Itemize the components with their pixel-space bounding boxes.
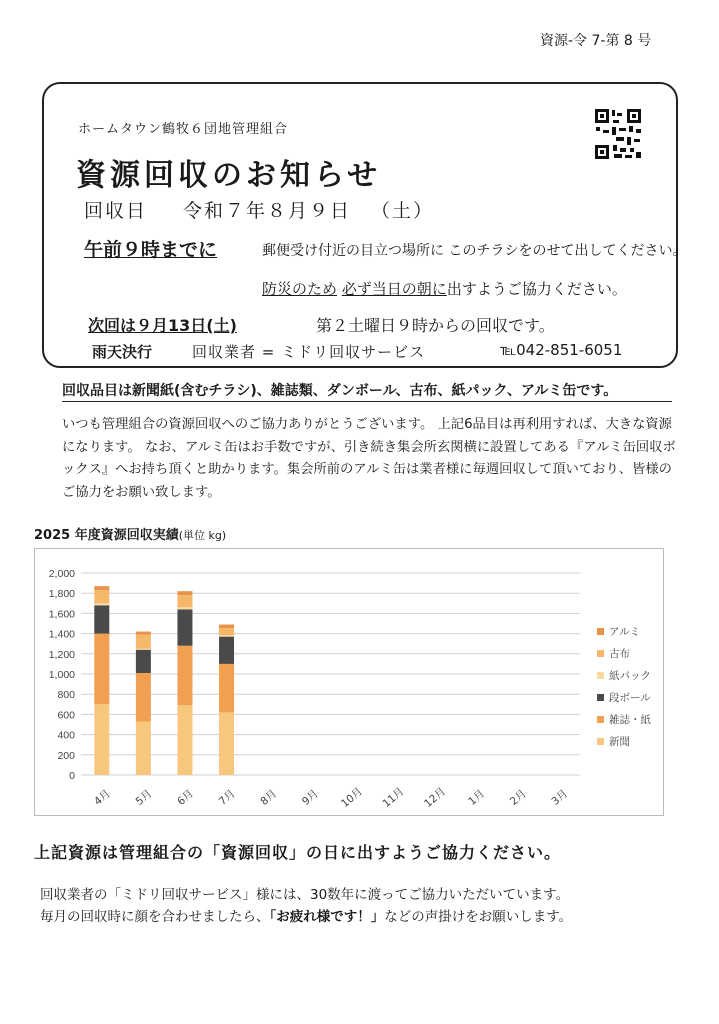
legend-label: 段ボール: [609, 692, 651, 704]
bar-segment: [94, 586, 109, 590]
disaster-suffix: 出すようご協力ください。: [446, 280, 627, 298]
bar-segment: [136, 635, 151, 649]
x-tick-label: 10月: [338, 785, 365, 811]
date-label: 回収日: [84, 200, 148, 222]
next-collection-date: 次回は９月13日(土): [88, 316, 237, 335]
disaster-prefix: 防災のため: [262, 280, 338, 298]
collection-chart: [35, 549, 663, 815]
y-tick-label: 400: [57, 729, 75, 742]
legend-label: アルミ: [609, 626, 641, 638]
bar-segment: [94, 603, 109, 605]
bar-segment: [219, 712, 234, 775]
thanks-line-2: [40, 906, 572, 928]
bar-segment: [136, 721, 151, 775]
collection-date: [84, 196, 470, 223]
next-collection-rule: 第２土曜日９時からの回収です。: [316, 316, 555, 335]
body-paragraph: いつも管理組合の資源回収へのご協力ありがとうございます。 上記6品目は再利用すれば、大きな資源になります。 なお、アルミ缶はお手数ですが、引き続き集会所玄関横に設置してある『アルミ缶回収ボックス』へお持ち頂くと助かります。集会所前のアルミ缶は業者様に毎週回収して頂いており、皆様のご協力をお願い致します。: [62, 417, 676, 500]
thanks-bold: 「お疲れ様です！」: [269, 909, 385, 925]
date-value: 令和７年８月９日: [183, 200, 352, 222]
qr-code-icon: [594, 108, 642, 160]
x-tick-label: 6月: [175, 787, 197, 808]
bar-segment: [136, 649, 151, 650]
bar-segment: [219, 637, 234, 664]
disaster-note: [262, 278, 627, 299]
bar-segment: [177, 607, 192, 609]
y-tick-label: 1,600: [48, 608, 75, 621]
y-tick-label: 600: [57, 709, 75, 722]
legend-label: 紙パック: [609, 670, 651, 682]
bar-segment: [136, 650, 151, 673]
bar-segment: [94, 634, 109, 705]
rain-note: 雨天決行: [92, 343, 153, 361]
vendor-name: 回収業者 = ミドリ回収サービス: [192, 343, 426, 361]
bar-segment: [219, 664, 234, 712]
vendor-phone: ℡042-851-6051: [500, 341, 623, 359]
chart-heading-text: 2025 年度資源回収実績: [34, 528, 179, 543]
bar-segment: [177, 646, 192, 706]
y-tick-label: 800: [57, 689, 75, 702]
y-tick-label: 1,200: [48, 648, 75, 661]
x-tick-label: 7月: [216, 787, 238, 808]
legend-swatch: [597, 650, 604, 657]
x-tick-label: 2月: [507, 787, 529, 808]
x-tick-label: 3月: [549, 787, 571, 808]
legend-swatch: [597, 694, 604, 701]
y-tick-label: 1,400: [48, 628, 75, 641]
bar-segment: [94, 590, 109, 603]
legend-swatch: [597, 738, 604, 745]
chart-frame: [34, 548, 664, 816]
bar-segment: [136, 673, 151, 721]
bar-segment: [94, 605, 109, 633]
collection-items: 回収品目は新聞紙(含むチラシ)、雑誌類、ダンボール、古布、紙パック、アルミ缶です。: [62, 380, 672, 402]
y-tick-label: 200: [57, 749, 75, 762]
bar-segment: [94, 704, 109, 775]
x-tick-label: 9月: [299, 787, 321, 808]
legend-label: 古布: [609, 648, 630, 660]
thanks-paragraph: [40, 884, 572, 928]
thanks-suffix: などの声掛けをお願いします。: [384, 909, 573, 925]
x-tick-label: 12月: [422, 785, 449, 811]
chart-heading: [34, 524, 226, 543]
bar-segment: [219, 625, 234, 629]
bar-segment: [177, 591, 192, 595]
x-tick-label: 1月: [466, 787, 488, 808]
deadline: 午前９時までに: [84, 239, 218, 261]
legend-label: 新聞: [609, 736, 630, 748]
x-tick-label: 5月: [133, 787, 155, 808]
chart-unit: (単位 kg): [178, 529, 227, 542]
bar-segment: [177, 609, 192, 645]
bar-segment: [219, 628, 234, 635]
date-day: （土）: [371, 200, 435, 222]
legend-label: 雑誌・紙: [609, 714, 651, 726]
y-tick-label: 1,800: [48, 588, 75, 601]
disaster-underlined: 必ず当日の朝に: [341, 280, 447, 298]
organization-name: ホームタウン鶴牧６団地管理組合: [78, 122, 289, 137]
x-tick-label: 8月: [258, 787, 280, 808]
legend-swatch: [597, 716, 604, 723]
legend-swatch: [597, 628, 604, 635]
thanks-line-1: 回収業者の「ミドリ回収サービス」様には、30数年に渡ってご協力いただいています。: [40, 887, 570, 903]
notice-title: 資源回収のお知らせ: [76, 158, 382, 193]
y-tick-label: 1,000: [48, 669, 75, 681]
x-tick-label: 4月: [91, 787, 113, 808]
bar-segment: [177, 705, 192, 775]
document-number: 資源-令 7-第 8 号: [540, 33, 652, 49]
placement-instruction: 郵便受け付近の目立つ場所に このチラシをのせて出してください。: [262, 243, 687, 259]
legend-swatch: [597, 672, 604, 679]
thanks-prefix: 毎月の回収時に顔を合わせましたら、: [40, 909, 270, 925]
y-tick-label: 2,000: [48, 568, 75, 580]
bar-segment: [136, 632, 151, 635]
x-tick-label: 11月: [380, 785, 407, 811]
y-tick-label: 0: [69, 770, 75, 782]
cooperation-line: 上記資源は管理組合の「資源回収」の日に出すようご協力ください。: [34, 843, 562, 862]
bar-segment: [219, 635, 234, 637]
bar-segment: [177, 595, 192, 607]
